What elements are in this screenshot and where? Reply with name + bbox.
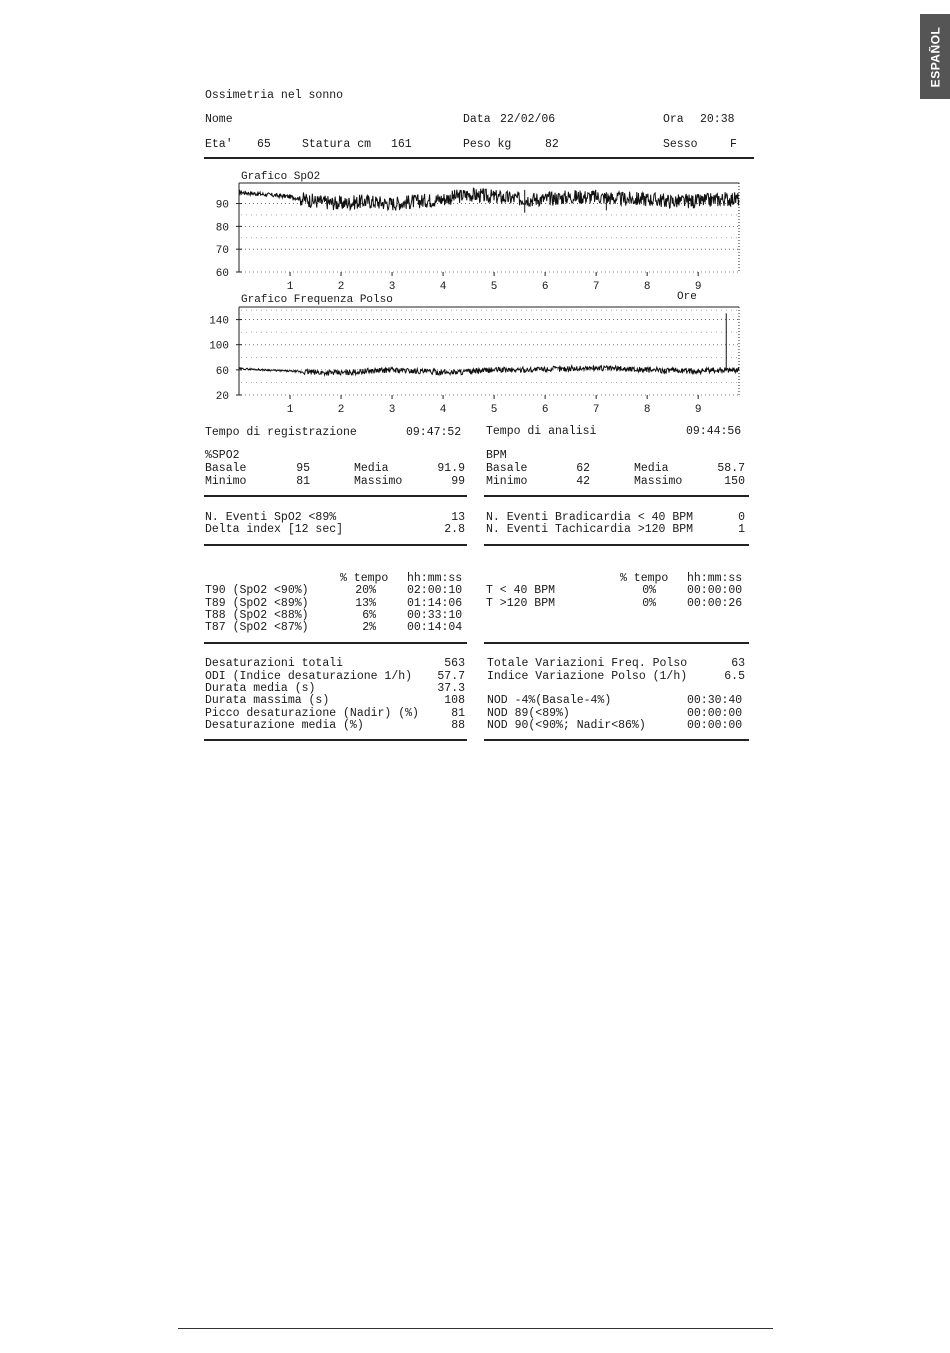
statura-value: 161 bbox=[391, 138, 412, 151]
event-spo2-value: 13 bbox=[451, 511, 465, 524]
desat-picco-value: 81 bbox=[451, 707, 465, 720]
nod89-label: NOD 89(<89%) bbox=[487, 707, 570, 720]
t88-pct: 6% bbox=[362, 609, 376, 622]
data-value: 22/02/06 bbox=[500, 113, 556, 126]
recording-value: 09:47:52 bbox=[406, 426, 462, 439]
spo2-chart bbox=[216, 183, 739, 293]
spo2-minimo-label: Minimo bbox=[205, 475, 247, 488]
analysis-value: 09:44:56 bbox=[686, 425, 742, 438]
desat-durata-media-label: Durata media (s) bbox=[205, 682, 316, 695]
pulse-y-tick-label: 140 bbox=[209, 315, 229, 328]
pulse-index-label: Indice Variazione Polso (1/h) bbox=[487, 670, 688, 683]
t87-label: T87 (SpO2 <87%) bbox=[205, 621, 309, 634]
bpm-massimo-label: Massimo bbox=[634, 475, 683, 488]
bpm-massimo-value: 150 bbox=[724, 475, 745, 488]
spo2-minimo-value: 81 bbox=[296, 475, 310, 488]
desat-durata-massima-label: Durata massima (s) bbox=[205, 694, 330, 707]
event-tachy-label: N. Eventi Tachicardia >120 BPM bbox=[486, 523, 694, 536]
desat-rule-right bbox=[484, 739, 749, 741]
stats-rule-left bbox=[204, 495, 467, 497]
bpm-basale-label: Basale bbox=[486, 462, 528, 475]
spo2-basale-value: 95 bbox=[296, 462, 310, 475]
spo2-x-tick-label: 8 bbox=[643, 281, 651, 293]
event-delta-value: 2.8 bbox=[444, 523, 465, 536]
events-rule-right bbox=[484, 544, 749, 546]
bpm-minimo-value: 42 bbox=[576, 475, 590, 488]
spo2-y-tick-label: 80 bbox=[215, 222, 229, 235]
pulse-y-tick-label: 60 bbox=[215, 365, 229, 378]
ora-label: Ora bbox=[663, 113, 684, 126]
stats-rule-right bbox=[484, 495, 749, 497]
nome-label: Nome bbox=[205, 113, 233, 126]
ora-value: 20:38 bbox=[700, 113, 735, 126]
hours-label: Ore bbox=[677, 291, 697, 303]
recording-label: Tempo di registrazione bbox=[205, 426, 357, 439]
ttable-rule-right bbox=[484, 642, 749, 644]
nod90-value: 00:00:00 bbox=[687, 719, 743, 732]
desat-durata-massima-value: 108 bbox=[444, 694, 465, 707]
t40-pct: 0% bbox=[642, 584, 656, 597]
spo2-basale-label: Basale bbox=[205, 462, 247, 475]
pulse-variations-label: Totale Variazioni Freq. Polso bbox=[487, 657, 688, 670]
pulse-x-tick-label: 7 bbox=[592, 404, 600, 416]
spo2-y-tick-label: 70 bbox=[215, 245, 229, 258]
spo2-x-tick-label: 6 bbox=[541, 281, 549, 293]
nod4-label: NOD -4%(Basale-4%) bbox=[487, 694, 612, 707]
spo2-y-tick-label: 60 bbox=[215, 268, 229, 280]
t120-time: 00:00:26 bbox=[687, 597, 743, 610]
bpm-media-value: 58.7 bbox=[717, 462, 745, 475]
sesso-value: F bbox=[730, 138, 737, 151]
pulse-y-tick-label: 20 bbox=[215, 391, 229, 403]
pulse-x-tick-label: 3 bbox=[388, 404, 396, 416]
pulse-x-tick-label: 9 bbox=[694, 404, 702, 416]
t88-time: 00:33:10 bbox=[407, 609, 463, 622]
spo2-y-tick-label: 90 bbox=[215, 199, 229, 212]
statura-label: Statura cm bbox=[302, 138, 372, 151]
spo2-media-label: Media bbox=[354, 462, 389, 475]
bpm-media-label: Media bbox=[634, 462, 669, 475]
t89-time: 01:14:06 bbox=[407, 597, 463, 610]
sesso-label: Sesso bbox=[663, 138, 698, 151]
header-rule bbox=[204, 157, 754, 159]
peso-value: 82 bbox=[545, 138, 559, 151]
desat-total-value: 563 bbox=[444, 657, 465, 670]
analysis-label: Tempo di analisi bbox=[486, 425, 597, 438]
t40-label: T < 40 BPM bbox=[486, 584, 556, 597]
t89-label: T89 (SpO2 <89%) bbox=[205, 597, 309, 610]
nod90-label: NOD 90(<90%; Nadir<86%) bbox=[487, 719, 646, 732]
t120-pct: 0% bbox=[642, 597, 656, 610]
data-label: Data bbox=[463, 113, 491, 126]
spo2-stats-heading: %SPO2 bbox=[205, 449, 240, 462]
event-brady-value: 0 bbox=[738, 511, 745, 524]
t90-time: 02:00:10 bbox=[407, 584, 463, 597]
desat-media-value: 88 bbox=[451, 719, 465, 732]
desat-picco-label: Picco desaturazione (Nadir) (%) bbox=[205, 707, 419, 720]
desat-odi-label: ODI (Indice desaturazione 1/h) bbox=[205, 670, 413, 683]
spo2-massimo-value: 99 bbox=[451, 475, 465, 488]
desat-durata-media-value: 37.3 bbox=[437, 682, 465, 695]
spo2-chart-title: Grafico SpO2 bbox=[241, 171, 321, 183]
desat-odi-value: 57.7 bbox=[437, 670, 465, 683]
t-right-col-pct: % tempo bbox=[620, 572, 669, 585]
spo2-x-tick-label: 4 bbox=[439, 281, 447, 293]
t-right-col-time: hh:mm:ss bbox=[687, 572, 743, 585]
nod89-value: 00:00:00 bbox=[687, 707, 743, 720]
pulse-x-tick-label: 1 bbox=[286, 404, 294, 416]
event-brady-label: N. Eventi Bradicardia < 40 BPM bbox=[486, 511, 694, 524]
page-footer-rule bbox=[178, 1328, 773, 1329]
t87-time: 00:14:04 bbox=[407, 621, 463, 634]
spo2-x-tick-label: 2 bbox=[337, 281, 345, 293]
bpm-basale-value: 62 bbox=[576, 462, 590, 475]
spo2-x-tick-label: 1 bbox=[286, 281, 294, 293]
spo2-series-line bbox=[239, 188, 739, 210]
desat-rule-left bbox=[204, 739, 467, 741]
spo2-x-tick-label: 5 bbox=[490, 281, 498, 293]
event-delta-label: Delta index [12 sec] bbox=[205, 523, 344, 536]
eta-label: Eta' bbox=[205, 138, 233, 151]
spo2-media-value: 91.9 bbox=[437, 462, 465, 475]
charts-panel bbox=[195, 165, 755, 420]
pulse-x-tick-label: 5 bbox=[490, 404, 498, 416]
t40-time: 00:00:00 bbox=[687, 584, 743, 597]
spo2-massimo-label: Massimo bbox=[354, 475, 403, 488]
spo2-x-tick-label: 9 bbox=[694, 281, 702, 293]
event-tachy-value: 1 bbox=[738, 523, 745, 536]
pulse-x-tick-label: 8 bbox=[643, 404, 651, 416]
pulse-chart bbox=[209, 307, 739, 416]
spo2-x-tick-label: 3 bbox=[388, 281, 396, 293]
ttable-rule-left bbox=[204, 642, 467, 644]
spo2-x-tick-label: 7 bbox=[592, 281, 600, 293]
t90-label: T90 (SpO2 <90%) bbox=[205, 584, 309, 597]
nod4-value: 00:30:40 bbox=[687, 694, 743, 707]
pulse-index-value: 6.5 bbox=[724, 670, 745, 683]
pulse-x-tick-label: 2 bbox=[337, 404, 345, 416]
t87-pct: 2% bbox=[362, 621, 376, 634]
peso-label: Peso kg bbox=[463, 138, 512, 151]
events-rule-left bbox=[204, 544, 467, 546]
t-left-col-pct: % tempo bbox=[340, 572, 389, 585]
t120-label: T >120 BPM bbox=[486, 597, 556, 610]
eta-value: 65 bbox=[257, 138, 271, 151]
language-tab bbox=[920, 14, 950, 99]
pulse-x-tick-label: 6 bbox=[541, 404, 549, 416]
language-tab-label: ESPAÑOL bbox=[928, 26, 942, 87]
t90-pct: 20% bbox=[355, 584, 376, 597]
pulse-y-tick-label: 100 bbox=[209, 340, 229, 353]
bpm-stats-heading: BPM bbox=[486, 449, 507, 462]
t89-pct: 13% bbox=[355, 597, 376, 610]
bpm-minimo-label: Minimo bbox=[486, 475, 528, 488]
desat-media-label: Desaturazione media (%) bbox=[205, 719, 364, 732]
t88-label: T88 (SpO2 <88%) bbox=[205, 609, 309, 622]
desat-total-label: Desaturazioni totali bbox=[205, 657, 344, 670]
t-left-col-time: hh:mm:ss bbox=[407, 572, 463, 585]
pulse-x-tick-label: 4 bbox=[439, 404, 447, 416]
pulse-series-line bbox=[239, 365, 739, 375]
event-spo2-label: N. Eventi SpO2 <89% bbox=[205, 511, 337, 524]
pulse-chart-title: Grafico Frequenza Polso bbox=[241, 294, 393, 306]
report-title: Ossimetria nel sonno bbox=[205, 89, 344, 102]
pulse-variations-value: 63 bbox=[731, 657, 745, 670]
